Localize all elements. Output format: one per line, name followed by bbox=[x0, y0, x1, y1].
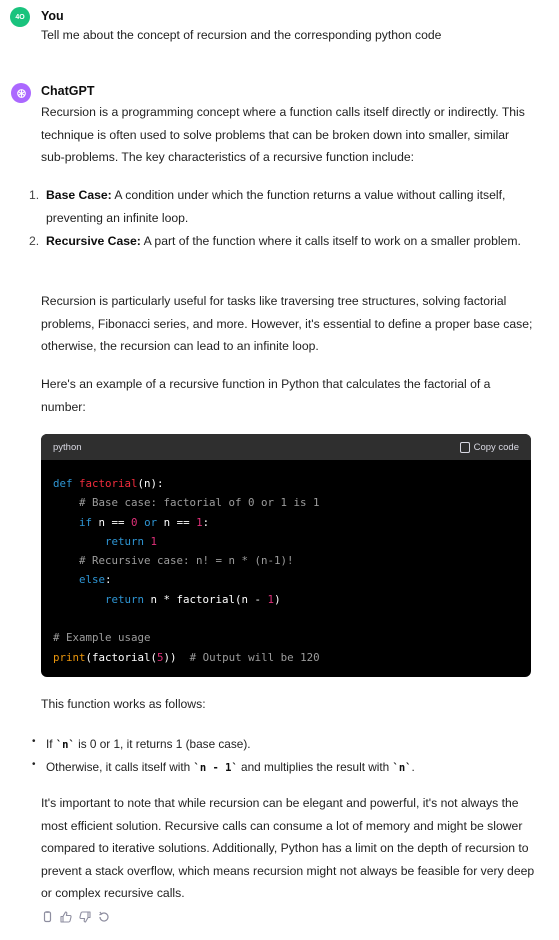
message-actions bbox=[41, 911, 110, 923]
code-token: ) bbox=[274, 592, 281, 606]
bullet-text: If bbox=[46, 737, 56, 751]
code-header bbox=[41, 434, 531, 460]
code-token: 1 bbox=[267, 592, 275, 606]
code-comment: # Base case: factorial of 0 or 1 is 1 bbox=[53, 496, 320, 510]
code-token bbox=[53, 593, 105, 606]
code-token: else bbox=[79, 573, 106, 587]
code-block bbox=[41, 434, 531, 677]
conclusion-paragraph: It's important to note that while recursion can be elegant and powerful, it's not always the most efficient solution. Recursive calls can consume a lot of memory and might be slower compared to iterative solutions. Additionally, Python has a limit on the depth of recursion to prevent a stack overflow, which means recursion might not always be feasible for very deep or complex recursive calls. bbox=[41, 796, 535, 900]
list-item bbox=[26, 184, 536, 230]
code-token: 1 bbox=[196, 515, 203, 529]
list-number: 1. bbox=[29, 188, 40, 202]
bullet-text: Otherwise, it calls itself with bbox=[46, 760, 194, 774]
code-token bbox=[53, 516, 79, 529]
code-token: or bbox=[137, 515, 158, 529]
copy-code-label: Copy code bbox=[473, 441, 519, 453]
list-item bbox=[26, 230, 536, 253]
inline-code: `n` bbox=[392, 762, 412, 774]
intro-paragraph: Recursion is a programming concept where a function calls itself directly or indirectly. This technique is often used to solve problems that can be broken down into smaller, similar sub-problems. The key characteristics of a recursive function include: bbox=[41, 105, 525, 164]
bullet-text: is 0 or 1, it returns 1 (base case). bbox=[74, 737, 251, 751]
list-item bbox=[30, 733, 540, 756]
characteristics-list bbox=[26, 184, 536, 253]
works-intro: This function works as follows: bbox=[41, 697, 206, 711]
code-token: n == bbox=[92, 515, 132, 529]
copy-icon[interactable] bbox=[41, 911, 53, 923]
code-token: def bbox=[53, 477, 80, 490]
list-term: Recursive Case: bbox=[46, 234, 141, 248]
inline-code: `n - 1` bbox=[193, 762, 238, 774]
example-intro: Here's an example of a recursive function in Python that calculates the factorial of a number: bbox=[41, 377, 491, 414]
openai-logo-icon bbox=[15, 87, 28, 100]
clipboard-icon bbox=[460, 442, 470, 453]
code-token: : bbox=[105, 573, 112, 587]
code-token: : bbox=[202, 515, 210, 529]
code-token: 5 bbox=[157, 650, 164, 664]
code-comment: # Output will be 120 bbox=[189, 650, 320, 664]
usefulness-paragraph: Recursion is particularly useful for tasks like traversing tree structures, solving factorial problems, Fibonacci series, and more. However, it's essential to define a proper base case; otherwise, the recursion can lead to an infinite loop. bbox=[41, 294, 533, 353]
user-avatar: 4O bbox=[10, 7, 30, 27]
list-desc: A part of the function where it calls itself to work on a smaller problem. bbox=[140, 234, 521, 248]
code-token: return bbox=[105, 534, 145, 548]
code-token: )) bbox=[163, 650, 190, 664]
thumbs-up-icon[interactable] bbox=[60, 911, 72, 923]
user-message: Tell me about the concept of recursion and the corresponding python code bbox=[41, 28, 442, 42]
regenerate-icon[interactable] bbox=[98, 911, 110, 923]
code-token: return bbox=[105, 592, 145, 606]
chatgpt-avatar bbox=[11, 83, 31, 103]
bullet-text: . bbox=[411, 760, 415, 774]
code-language: python bbox=[53, 441, 82, 453]
code-token bbox=[53, 535, 105, 548]
code-token: (factorial( bbox=[85, 650, 158, 664]
thumbs-down-icon[interactable] bbox=[79, 911, 91, 923]
copy-code-button[interactable] bbox=[460, 442, 519, 453]
code-token: 0 bbox=[131, 515, 138, 529]
code-token: print bbox=[53, 650, 86, 664]
explanation-list bbox=[30, 733, 540, 779]
code-comment: # Recursive case: n! = n * (n-1)! bbox=[53, 554, 294, 568]
list-term: Base Case: bbox=[46, 188, 112, 202]
assistant-name: ChatGPT bbox=[41, 84, 95, 98]
code-content bbox=[41, 460, 531, 677]
code-token: n * factorial(n - bbox=[144, 592, 268, 606]
inline-code: `n` bbox=[55, 739, 75, 751]
code-token: (n): bbox=[137, 477, 164, 490]
code-token: 1 bbox=[150, 534, 158, 548]
list-number: 2. bbox=[29, 234, 40, 248]
user-name: You bbox=[41, 9, 64, 23]
code-token: factorial bbox=[79, 477, 138, 490]
bullet-text: and multiplies the result with bbox=[237, 760, 393, 774]
list-item bbox=[30, 756, 540, 779]
code-token bbox=[53, 573, 79, 586]
code-token: n == bbox=[157, 515, 197, 529]
code-comment: # Example usage bbox=[53, 631, 151, 645]
code-token: if bbox=[79, 515, 93, 529]
list-desc: A condition under which the function returns a value without calling itself, preventing an infinite loop. bbox=[46, 188, 506, 225]
